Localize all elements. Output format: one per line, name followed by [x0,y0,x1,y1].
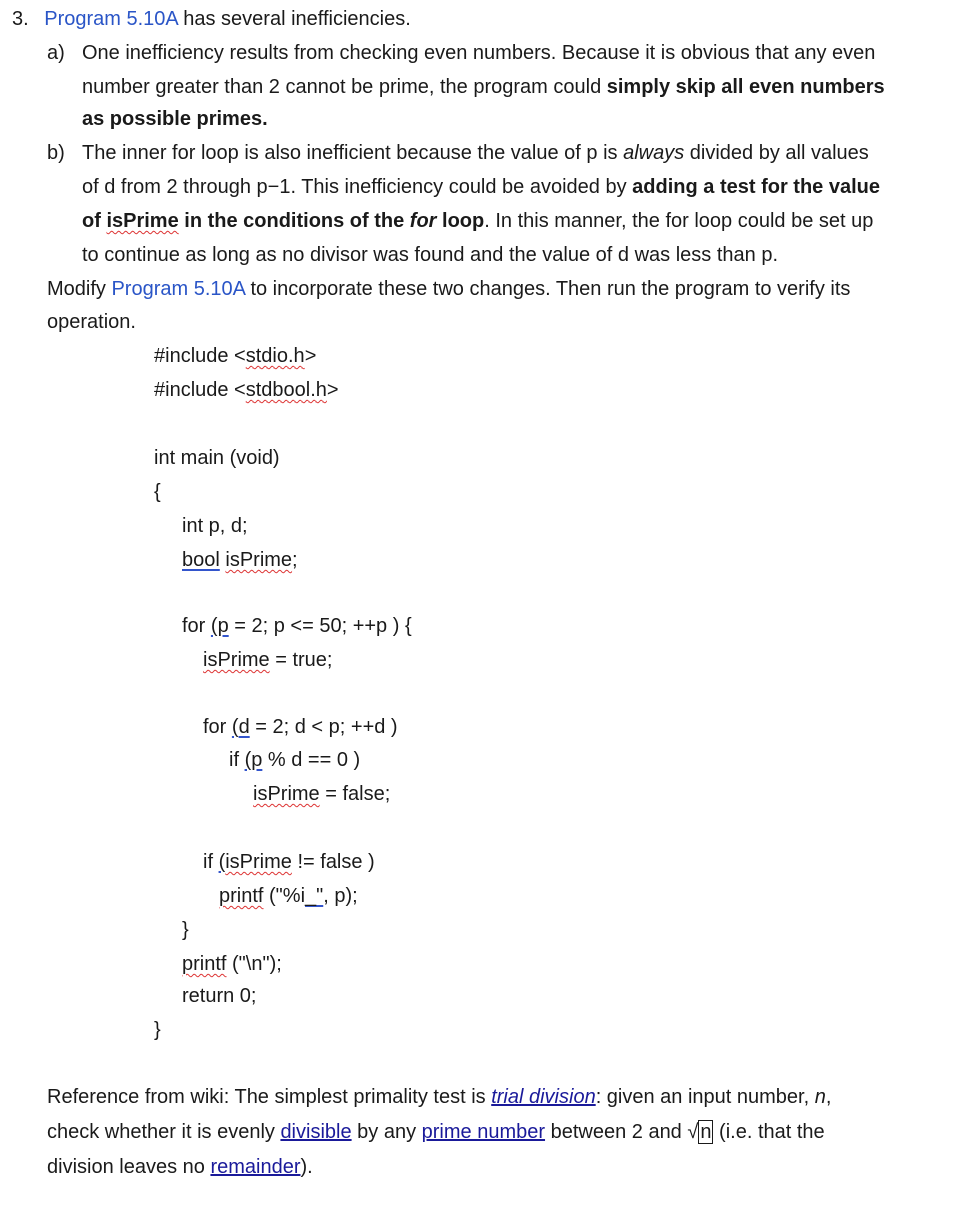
part-a-text: number greater than 2 cannot be prime, the program could [82,76,607,98]
trial-division-link[interactable]: trial division [491,1086,596,1108]
code-token: _" [305,885,324,907]
question-number: 3. [12,8,29,30]
code-token: #include < [154,379,246,401]
code-token: ( [244,749,252,771]
code-printf-prime [219,881,358,911]
code-assign-true [203,645,332,675]
part-b-line-4: to continue as long as no divisor was found and the value of d was less than p. [82,244,778,266]
part-b-text-2: divided by all values [684,142,869,164]
part-b-italic: always [623,142,685,164]
code-printf-newline [182,949,282,979]
part-a-line-1: One inefficiency results from checking even numbers. Because it is obvious that any even [82,42,876,64]
code-token: ("\n"); [226,953,282,975]
part-b-line-2 [82,172,880,202]
reference-variable: n [814,1086,826,1108]
code-token: p [251,749,263,771]
code-main-signature: int main (void) [154,447,280,469]
code-if-divisible [229,745,360,775]
modify-program-reference: Program 5.10A [111,278,245,300]
part-b-isprime: isPrime [106,210,179,232]
code-token: != false ) [291,851,375,873]
part-b-line-1 [82,138,869,168]
code-token: isPrime [225,851,292,873]
code-open-brace: { [154,481,161,503]
part-a-emphasis: simply skip all even numbers [606,76,885,98]
code-token: % d == 0 ) [262,749,361,771]
code-assign-false [253,779,390,809]
sqrt-radicand: n [700,1121,712,1143]
code-token: bool [182,549,220,571]
code-token: > [304,345,317,367]
part-b-emphasis: adding a test for the value [632,176,880,198]
code-token: #include < [154,345,246,367]
part-a-marker: a) [47,42,65,64]
code-token: printf [182,953,227,975]
code-token: ( [231,716,239,738]
code-token: stdbool.h [245,379,327,401]
code-token: isPrime [253,783,320,805]
prime-number-link[interactable]: prime number [421,1121,546,1143]
part-a-line-3: as possible primes. [82,108,268,130]
remainder-link[interactable]: remainder [210,1156,301,1178]
program-reference-link: Program 5.10A [44,8,178,30]
code-token: stdio.h [245,345,305,367]
code-token: = false; [319,783,391,805]
part-a-line-2 [82,72,885,102]
part-b-marker: b) [47,142,65,164]
reference-line-2 [47,1117,825,1147]
code-token: ( [218,851,226,873]
code-token: for [203,716,232,738]
code-return: return 0; [182,985,257,1007]
modify-line-1 [47,274,850,304]
code-token: = true; [269,649,333,671]
code-token: = 2; d < p; ++d ) [249,716,398,738]
code-token: , p); [323,885,358,907]
question-header [12,4,411,34]
code-decl-ints: int p, d; [182,515,248,537]
part-b-for: for [409,210,437,232]
reference-text: division leaves no [47,1156,211,1178]
modify-text: Modify [47,278,112,300]
code-include-stdio [154,341,316,371]
code-token: isPrime [225,549,293,571]
code-decl-bool [182,545,298,575]
reference-text: : given an input number, [595,1086,815,1108]
part-b-text: The inner for loop is also inefficient because the value of p is [82,142,624,164]
code-token: if [203,851,219,873]
code-token: ( [210,615,218,637]
code-inner-for [203,712,398,742]
code-include-stdbool [154,375,339,405]
reference-text: ). [300,1156,313,1178]
part-b-text-4: . In this manner, the for loop could be set up [484,210,874,232]
sqrt-symbol: √ [687,1121,699,1143]
reference-text: by any [351,1121,422,1143]
reference-line-1 [47,1082,831,1112]
code-token: printf [219,885,264,907]
part-b-bold-2: in the conditions of the [178,210,410,232]
modify-text-2: to incorporate these two changes. Then run the program to verify its [244,278,851,300]
part-b-text-3: of d from 2 through p−1. This inefficiency could be avoided by [82,176,633,198]
code-close-brace: } [154,1019,161,1041]
part-b-line-3 [82,206,873,236]
modify-line-2: operation. [47,311,136,333]
part-b-bold-1: of [82,210,107,232]
reference-line-3 [47,1152,313,1182]
code-token: isPrime [203,649,270,671]
code-token: d [238,716,250,738]
code-outer-for [182,611,412,641]
reference-text: (i.e. that the [713,1121,825,1143]
reference-text: check whether it is evenly [47,1121,281,1143]
code-if-prime [203,847,375,877]
code-token: ("%i [263,885,306,907]
reference-text: Reference from wiki: The simplest primality test is [47,1086,492,1108]
code-close-inner: } [182,919,189,941]
part-b-bold-3: loop [436,210,485,232]
code-token: p [217,615,229,637]
code-token: = 2; p <= 50; ++p ) { [228,615,412,637]
code-token: for [182,615,211,637]
code-token: ; [292,549,298,571]
code-token: > [326,379,339,401]
divisible-link[interactable]: divisible [280,1121,352,1143]
reference-text: , [825,1086,832,1108]
reference-text: between 2 and [545,1121,688,1143]
question-intro: has several inefficiencies. [183,8,411,30]
code-token: if [229,749,245,771]
